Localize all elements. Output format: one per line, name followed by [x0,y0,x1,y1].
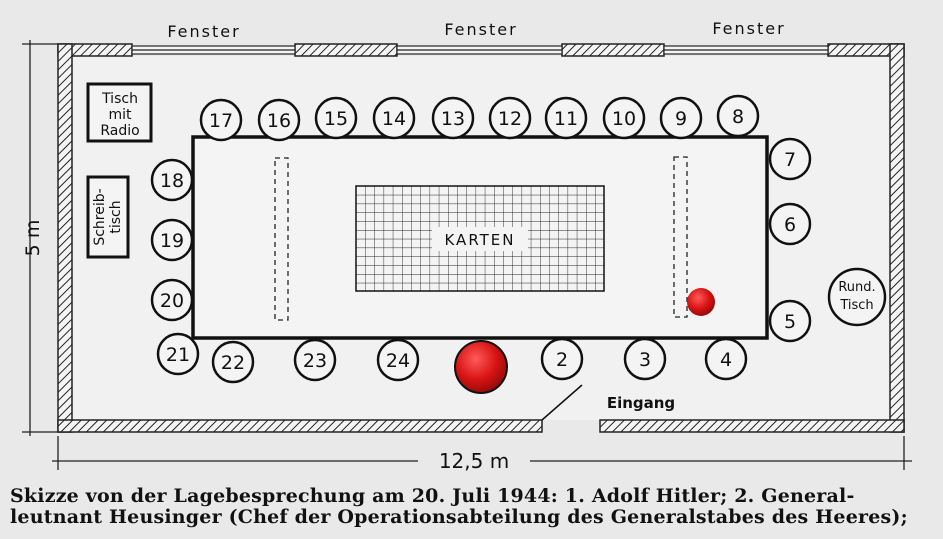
seat-number: 20 [159,290,185,312]
seat-number: 7 [783,149,797,171]
window-label-center: Fenster [444,20,518,39]
window-label-left: Fenster [167,22,241,41]
seat-9 [661,98,701,138]
svg-text:Tisch: Tisch [840,298,874,313]
svg-text:Schreib-: Schreib- [92,188,108,246]
seat-14 [374,98,414,138]
seat-number: 12 [497,108,523,130]
round-table [829,269,885,325]
maps-label: KARTEN [444,231,516,249]
seat-number: 23 [302,350,328,372]
seat-number: 24 [385,350,411,372]
seat-number: 2 [555,349,569,371]
seat-4 [706,339,746,379]
window-label-right: Fenster [712,19,786,38]
seat-number: 19 [159,230,185,252]
svg-text:tisch: tisch [108,200,124,234]
seat-17 [201,100,241,140]
width-label: 12,5 m [438,449,510,473]
seat-number: 5 [783,311,797,333]
bomb-position-marker [687,288,715,316]
seat-number: 16 [266,110,292,132]
entrance-label: Eingang [606,394,676,412]
seat-number: 21 [165,344,191,366]
svg-text:mit: mit [108,107,132,123]
caption [10,486,935,528]
desk [88,177,128,257]
seat-20 [152,280,192,320]
seat-number: 10 [611,108,637,130]
seat-6 [770,204,810,244]
seat-number: 4 [719,349,733,371]
seat-10 [604,98,644,138]
seat-number: 18 [159,170,185,192]
svg-text:Radio: Radio [100,123,140,139]
caption-line-1: Skizze von der Lagebesprechung am 20. Juli 1944: 1. Adolf Hitler; 2. General- [10,485,855,507]
seat-number: 11 [553,108,579,130]
radio-table [88,84,151,141]
seat-5 [770,301,810,341]
seat-number: 22 [220,352,246,374]
seat-number: 13 [440,108,466,130]
seat-24 [378,340,418,380]
seat-number: 14 [381,108,407,130]
seat-13 [433,98,473,138]
seat-number: 15 [323,108,349,130]
seat-19 [152,220,192,260]
svg-text:Rund.: Rund. [838,280,876,295]
seat-23 [295,340,335,380]
seat-18 [152,160,192,200]
seat-8 [718,96,758,136]
hitler-position-marker [455,341,507,393]
seat-21 [158,334,198,374]
seat-22 [213,342,253,382]
maps-area [356,186,604,291]
seat-7 [770,139,810,179]
svg-text:Tisch: Tisch [102,91,138,107]
seat-number: 6 [783,214,797,236]
seat-11 [546,98,586,138]
seat-15 [316,98,356,138]
seat-3 [625,339,665,379]
seat-number: 3 [638,349,652,371]
seat-number: 17 [208,110,234,132]
windows [132,46,828,54]
seat-2 [542,339,582,379]
seat-16 [259,100,299,140]
caption-line-2: leutnant Heusinger (Chef der Operationsabteilung des Generalstabes des Heeres); [10,506,908,528]
seat-number: 8 [731,106,745,128]
height-label: 5 m [22,219,44,257]
seat-number: 9 [674,108,688,130]
seat-12 [490,98,530,138]
